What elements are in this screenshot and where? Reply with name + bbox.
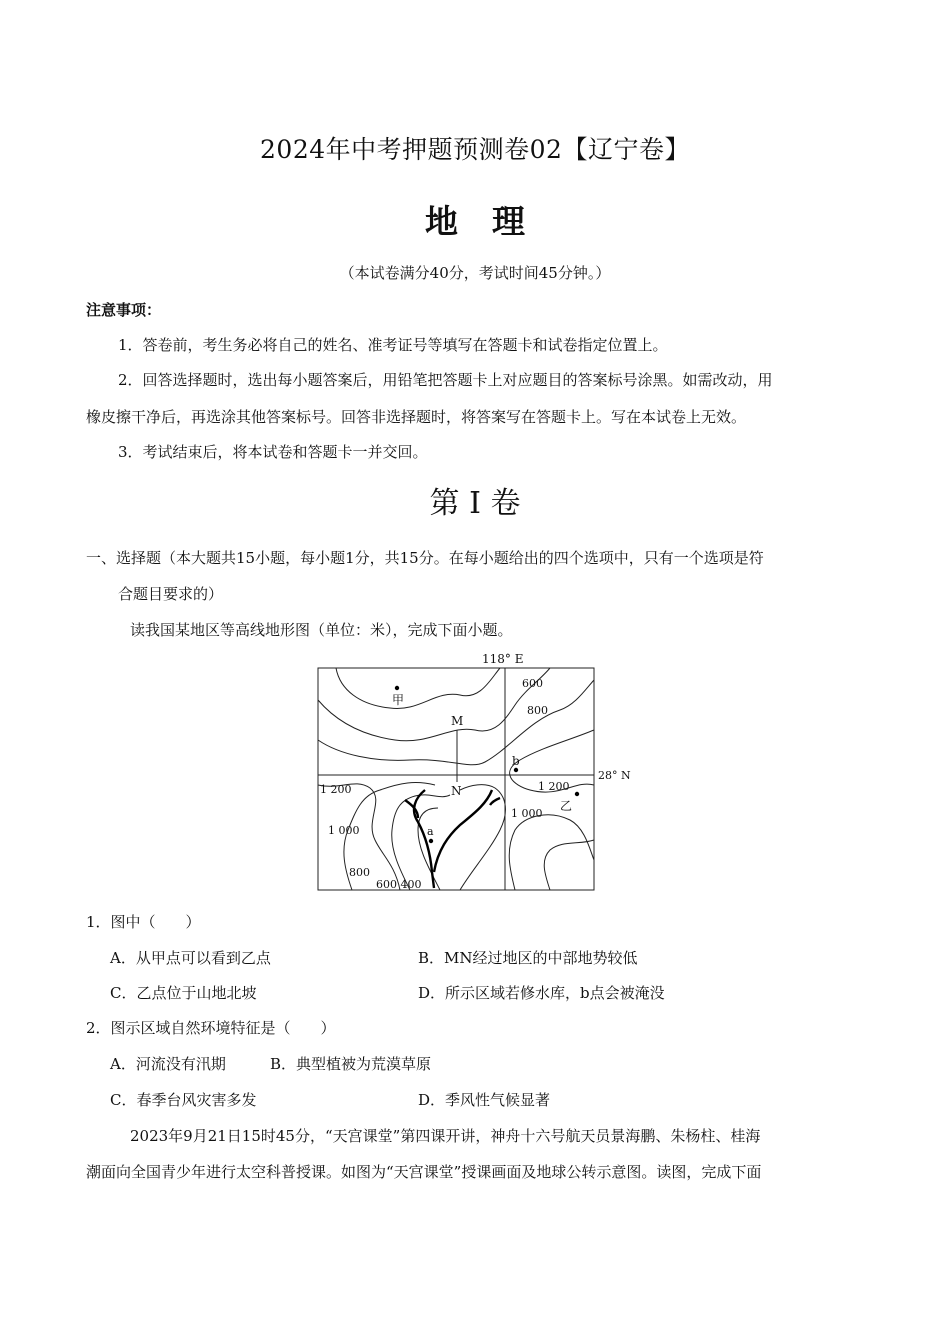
reading-prompt-2-cont: 潮面向全国青少年进行太空科普授课。如图为“天宫课堂”授课画面及地球公转示意图。读图，完成下面 <box>86 1163 762 1181</box>
contour-line <box>509 815 594 890</box>
notice-item-2: 2．回答选择题时，选出每小题答案后，用铅笔把答题卡上对应题目的答案标号涂黑。如需改动，用 <box>118 371 773 389</box>
contour-line <box>544 840 594 890</box>
question-1-option-a[interactable]: A．从甲点可以看到乙点 <box>110 949 271 967</box>
latitude-label: 28° N <box>598 769 631 782</box>
longitude-label: 118° E <box>482 652 524 666</box>
label-n: N <box>451 784 462 798</box>
label-m: M <box>451 714 464 728</box>
reading-prompt-1: 读我国某地区等高线地形图（单位：米），完成下面小题。 <box>130 621 513 639</box>
question-1-stem: 1．图中（ ） <box>86 913 201 931</box>
contour-line <box>392 795 450 890</box>
contour-label-1000-left: 1 000 <box>328 824 360 837</box>
contour-label-1200-right: 1 200 <box>538 780 570 793</box>
question-2-option-c[interactable]: C．春季台风灾害多发 <box>110 1091 257 1109</box>
contour-line <box>336 668 500 708</box>
question-1-option-c[interactable]: C．乙点位于山地北坡 <box>110 984 257 1002</box>
paper-title: 2024年中考押题预测卷02【辽宁卷】 <box>260 135 690 164</box>
notice-item-3: 3．考试结束后，将本试卷和答题卡一并交回。 <box>118 443 428 461</box>
point-a <box>429 839 433 843</box>
exam-note: （本试卷满分40分，考试时间45分钟。） <box>339 264 611 282</box>
question-2-option-d[interactable]: D．季风性气候显著 <box>418 1091 551 1109</box>
section-heading: 一、选择题（本大题共15小题，每小题1分，共15分。在每小题给出的四个选项中，只有一个选项是符 <box>86 549 764 567</box>
contour-label-1200-left: 1 200 <box>320 783 352 796</box>
point-yi <box>575 792 579 796</box>
section-heading-cont: 合题目要求的） <box>118 585 224 603</box>
question-2-stem: 2．图示区域自然环境特征是（ ） <box>86 1019 336 1037</box>
label-yi: 乙 <box>560 799 573 813</box>
contour-label-800: 800 <box>527 704 548 717</box>
contour-line <box>318 668 550 741</box>
label-a: a <box>427 825 434 838</box>
question-1-option-b[interactable]: B．MN经过地区的中部地势较低 <box>418 949 638 967</box>
contour-label-600: 600 <box>522 677 543 690</box>
notice-item-2-cont: 橡皮擦干净后，再选涂其他答案标号。回答非选择题时，将答案写在答题卡上。写在本试卷上无效。 <box>86 408 747 426</box>
contour-map <box>300 650 640 895</box>
question-1-option-d[interactable]: D．所示区域若修水库，b点会被淹没 <box>418 984 665 1002</box>
contour-label-1000-right: 1 000 <box>511 807 543 820</box>
label-jia: 甲 <box>392 693 405 707</box>
volume-heading: 第 I 卷 <box>429 486 521 521</box>
reading-prompt-2: 2023年9月21日15时45分，“天宫课堂”第四课开讲，神舟十六号航天员景海鹏、朱杨柱、桂海 <box>130 1127 761 1145</box>
contour-label-600-400: 600 400 <box>376 878 422 891</box>
subject-title: 地理 <box>425 202 559 241</box>
label-b: b <box>512 754 520 768</box>
contour-label-800-bottom: 800 <box>349 866 370 879</box>
notice-heading: 注意事项： <box>86 301 162 319</box>
map-frame <box>318 668 594 890</box>
notice-item-1: 1．答卷前，考生务必将自己的姓名、准考证号等填写在答题卡和试卷指定位置上。 <box>118 336 668 354</box>
question-2-option-b[interactable]: B．典型植被为荒漠草原 <box>270 1055 432 1073</box>
contour-line <box>460 785 505 890</box>
point-b <box>514 768 518 772</box>
point-jia <box>395 686 399 690</box>
question-2-option-a[interactable]: A．河流没有汛期 <box>110 1055 226 1073</box>
